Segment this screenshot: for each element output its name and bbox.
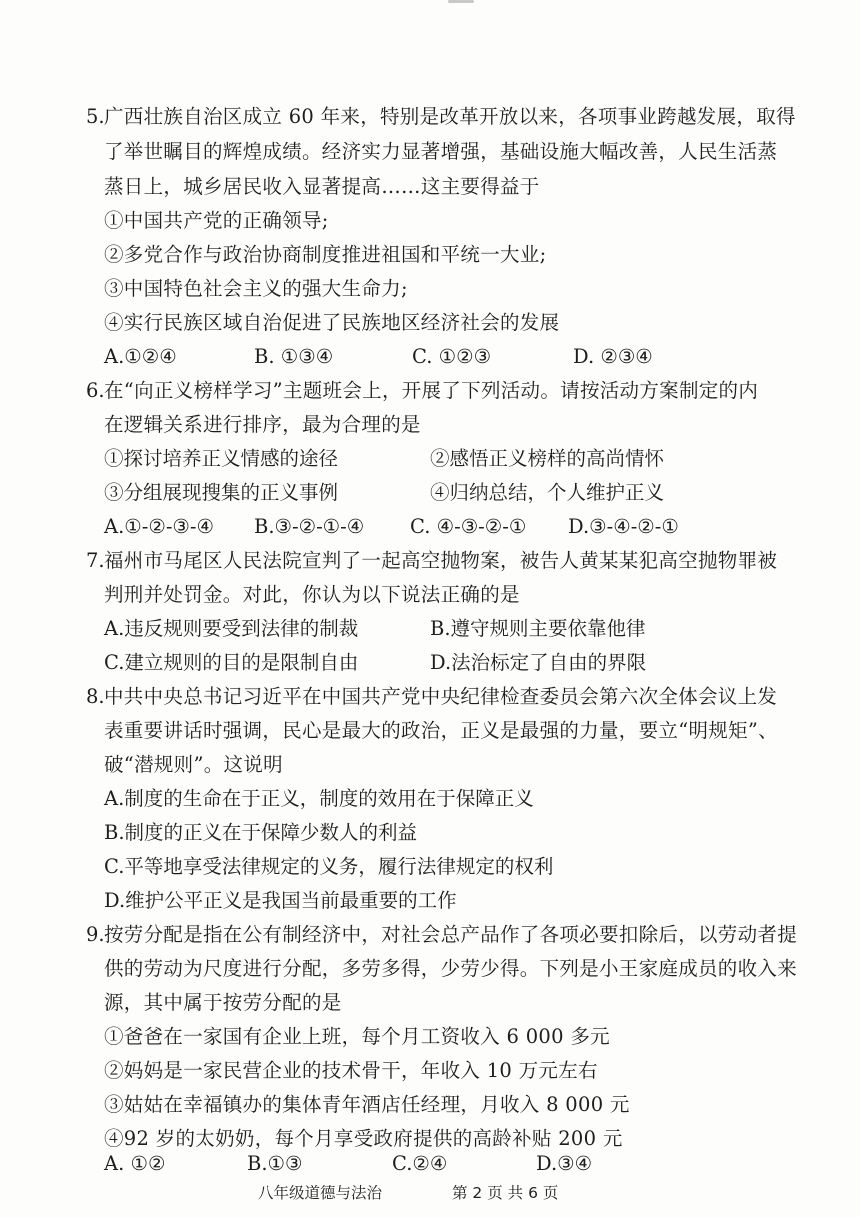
question-text-line: 判刑并处罚金。对此，你认为以下说法正确的是 <box>104 583 520 606</box>
option-b: B.遵守规则主要依靠他律 <box>430 617 646 640</box>
option-b: B. ①③④ <box>254 345 334 368</box>
question-number: 7. <box>86 549 105 572</box>
question-number: 8. <box>86 685 105 708</box>
question-text-line: 福州市马尾区人民法院宣判了一起高空抛物案，被告人黄某某犯高空抛物罪被 <box>104 549 778 572</box>
question-text-line: 在逻辑关系进行排序，最为合理的是 <box>104 413 421 436</box>
option-a: A. ①② <box>104 1152 166 1175</box>
statement-item: ④归纳总结，个人维护正义 <box>430 481 665 504</box>
option-a: A.①-②-③-④ <box>104 515 214 538</box>
question-text-line: 按劳分配是指在公有制经济中，对社会总产品作了各项必要扣除后，以劳动者提 <box>104 923 798 946</box>
statement-item: ①探讨培养正义情感的途径 <box>104 447 339 470</box>
option-d: D.③④ <box>536 1152 593 1175</box>
statement-item: ④92 岁的太奶奶，每个月享受政府提供的高龄补贴 200 元 <box>104 1127 623 1150</box>
question-text-line: 在“向正义榜样学习”主题班会上，开展了下列活动。请按活动方案制定的内 <box>104 379 759 402</box>
option-b: B.制度的正义在于保障少数人的利益 <box>104 821 418 844</box>
option-d: D.维护公平正义是我国当前最重要的工作 <box>104 889 457 912</box>
question-text-line: 源，其中属于按劳分配的是 <box>104 991 342 1014</box>
statement-item: ②多党合作与政治协商制度推进祖国和平统一大业; <box>104 243 547 266</box>
option-c: C.②④ <box>392 1152 448 1175</box>
option-a: A.违反规则要受到法律的制裁 <box>104 617 359 640</box>
question-text-line: 广西壮族自治区成立 60 年来，特别是改革开放以来，各项事业跨越发展，取得 <box>104 105 796 128</box>
statement-item: ③中国特色社会主义的强大生命力; <box>104 277 408 300</box>
question-text-line: 中共中央总书记习近平在中国共产党中央纪律检查委员会第六次全体会议上发 <box>104 685 778 708</box>
statement-item: ③姑姑在幸福镇办的集体青年酒店任经理，月收入 8 000 元 <box>104 1093 630 1116</box>
statement-item: ②感悟正义榜样的高尚情怀 <box>430 447 665 470</box>
question-number: 5. <box>86 105 105 128</box>
option-c: C.建立规则的目的是限制自由 <box>104 651 359 674</box>
question-text-line: 了举世瞩目的辉煌成绩。经济实力显著增强，基础设施大幅改善，人民生活蒸 <box>104 140 778 163</box>
option-c: C.平等地享受法律规定的义务，履行法律规定的权利 <box>104 855 554 878</box>
option-c: C. ④-③-②-① <box>410 515 527 538</box>
statement-item: ④实行民族区域自治促进了民族地区经济社会的发展 <box>104 311 560 334</box>
option-d: D. ②③④ <box>573 345 653 368</box>
statement-item: ③分组展现搜集的正义事例 <box>104 481 339 504</box>
question-text-line: 供的劳动为尺度进行分配，多劳多得，少劳少得。下列是小王家庭成员的收入来 <box>104 957 798 980</box>
option-b: B.③-②-①-④ <box>254 515 365 538</box>
question-text-line: 破“潜规则”。这说明 <box>104 753 283 776</box>
option-c: C. ①②③ <box>412 345 492 368</box>
statement-item: ①爸爸在一家国有企业上班，每个月工资收入 6 000 多元 <box>104 1025 610 1048</box>
question-number: 6. <box>86 379 105 402</box>
option-a: A.①②④ <box>104 345 177 368</box>
option-d: D.法治标定了自由的界限 <box>430 651 647 674</box>
scan-mark <box>448 0 474 3</box>
footer-subject: 八年级道德与法治 <box>258 1184 383 1202</box>
question-text-line: 表重要讲话时强调，民心是最大的政治，正义是最强的力量，要立“明规矩”、 <box>104 719 778 742</box>
option-b: B.①③ <box>247 1152 303 1175</box>
statement-item: ②妈妈是一家民营企业的技术骨干，年收入 10 万元左右 <box>104 1059 598 1082</box>
question-number: 9. <box>86 923 105 946</box>
question-text-line: 蒸日上，城乡居民收入显著提高……这主要得益于 <box>104 175 540 198</box>
statement-item: ①中国共产党的正确领导; <box>104 209 329 232</box>
footer-page-number: 第 2 页 共 6 页 <box>452 1184 559 1202</box>
option-a: A.制度的生命在于正义，制度的效用在于保障正义 <box>104 787 534 810</box>
option-d: D.③-④-②-① <box>568 515 679 538</box>
